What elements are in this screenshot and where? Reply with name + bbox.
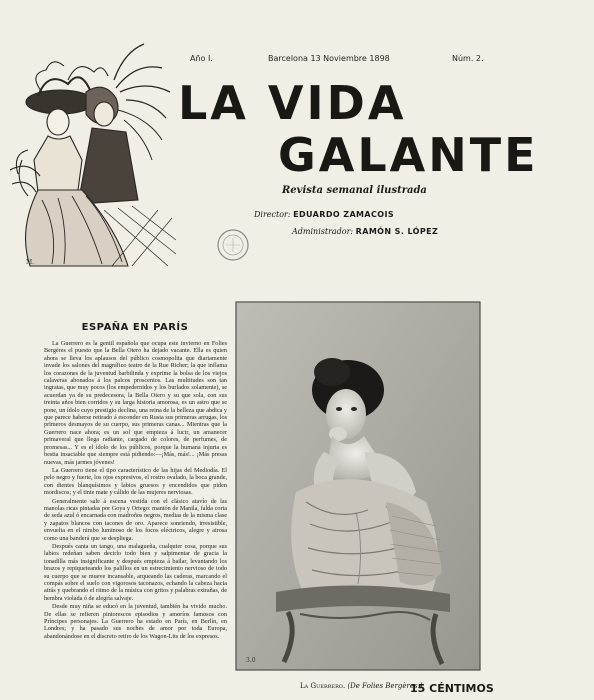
issue-num: Núm. 2. bbox=[452, 54, 484, 63]
caption-source: (De Folies Bergères.) bbox=[347, 682, 423, 690]
issue-number-label: Año I. bbox=[190, 54, 213, 63]
issue-date: Barcelona 13 Noviembre 1898 bbox=[268, 54, 390, 63]
article-paragraph: La Guerrero es la gentil española que ocupa este invierno en Folies Bergères el puesto que la Bella Otero ha dejado vacante. Ella es quien ahora se lleva los aplausos del público cosmopolita que diariamente invade los salones del magnífico teatro de la Rue Richer; la que inflama los corazones de la juventud barbilinda y exprime la bolsa de los viejos calaveras abonados á los palcos proscenios. Las multitudes son tan ingratas, que muy pocos (los empedernidos y los burlados solamente), se acuerdan ya de su predecesora, la Bella Otero y su que sola, con sus treinta años bien corridos y su larga historia amorosa, es un astro que se pone, un ídolo cuyo prestigio declina, una reina de la belleza que abdica y que parece haberse retirado á esconder en Rusia sus primeras arrugas, los primeros desmayos de su cuerpo, sus primeras canas... Mientras que la Guerrero nace ahora; es un sol que empieza á lucir, un amanecer primaveral que llega radiante, cargado de colores, de perfumes, de promesas... Y es el ídolo de los públicos, porque la humana injuria es bestia insaciable que siempre está pidiendo:—¡Más, más!... ¡Más presas nuevas, más jarmes jóvenes! bbox=[44, 340, 227, 466]
price-label: 15 CÉNTIMOS bbox=[410, 682, 494, 695]
masthead-title-line2: GALANTE bbox=[278, 128, 539, 182]
article-body bbox=[44, 340, 227, 670]
article-paragraph: La Guerrero tiene el tipo característico de las hijas del Mediodía. El pelo negro y fuerte, los ojos expresivos, el rostro ovalado, la boca grande, con dientes blanquísimos y labios gruesos y encendidos que piden mordiscos; y el tinte mate y cálido de las mujeres nerviosas. bbox=[44, 466, 227, 497]
svg-text:M.: M. bbox=[26, 259, 35, 266]
director-line bbox=[254, 210, 394, 219]
article-paragraph: Después canta un tango, una malagueña, cualquier cosa, porque sus labios redeñan saben decirlo todo bien y salpimentar de gracia la tonadilla más insignificante y después empieza á bailar, levantando los brazos y repiqueteando los palillos en un estrecimiento nervioso de todo su cuerpo que se mueve incansable, arqueando las caderas, marcando el compás sobre el suelo con vigorosos taconazos, echando la cabeza hacia atrás y quebrando el ritmo de la música con gritos y palabras extrañas, de hembra violada ó de alegría salvaje. bbox=[44, 542, 227, 602]
library-stamp-icon bbox=[216, 228, 250, 262]
article-heading: ESPAÑA EN PARÍS bbox=[81, 322, 189, 333]
svg-text:3.0: 3.0 bbox=[246, 657, 256, 664]
article-paragraph: Desde muy niña se educó en la juventud, también ha vivido mucho. De ellas se refieren pintorescos episodios y amoríos famosos con Príncipes personajes. La Guerrero ha estado en París, en Berlín, en Londres; y ha pasado sus noches de amor por toda Europa, abandonándose en el discreto retiro de los Wagon-Lits de los expresos. bbox=[44, 603, 227, 640]
masthead-title-line1: LA VIDA bbox=[178, 76, 407, 130]
caption-name: La Guerrero. bbox=[300, 682, 346, 690]
director-role: Director: bbox=[254, 210, 291, 219]
portrait-photo bbox=[236, 302, 480, 670]
admin-name: RAMÓN S. LÓPEZ bbox=[355, 227, 439, 236]
article-paragraph: Generalmente sale á escena vestida con el clásico atavío de las manolas ricas pintadas por Goya y Ortego: mantón de Manila, falda corta de seda azul ó encarnada con madroños negros, medias de la misma clase y zapatos blancos con tacones de oro. Aparece sonriendo, irresistible, envuelta en el nimbo luminoso de los focos eléctricos, alegre y airosa como una banderá que se despliega. bbox=[44, 497, 227, 542]
masthead-illustration bbox=[8, 40, 178, 270]
photo-caption bbox=[300, 682, 423, 690]
issue-line bbox=[186, 54, 486, 66]
masthead-subtitle: Revista semanal ilustrada bbox=[282, 185, 427, 196]
director-name: EDUARDO ZAMACOIS bbox=[293, 210, 394, 219]
admin-role: Administrador: bbox=[292, 227, 354, 236]
administrator-line bbox=[292, 227, 438, 236]
